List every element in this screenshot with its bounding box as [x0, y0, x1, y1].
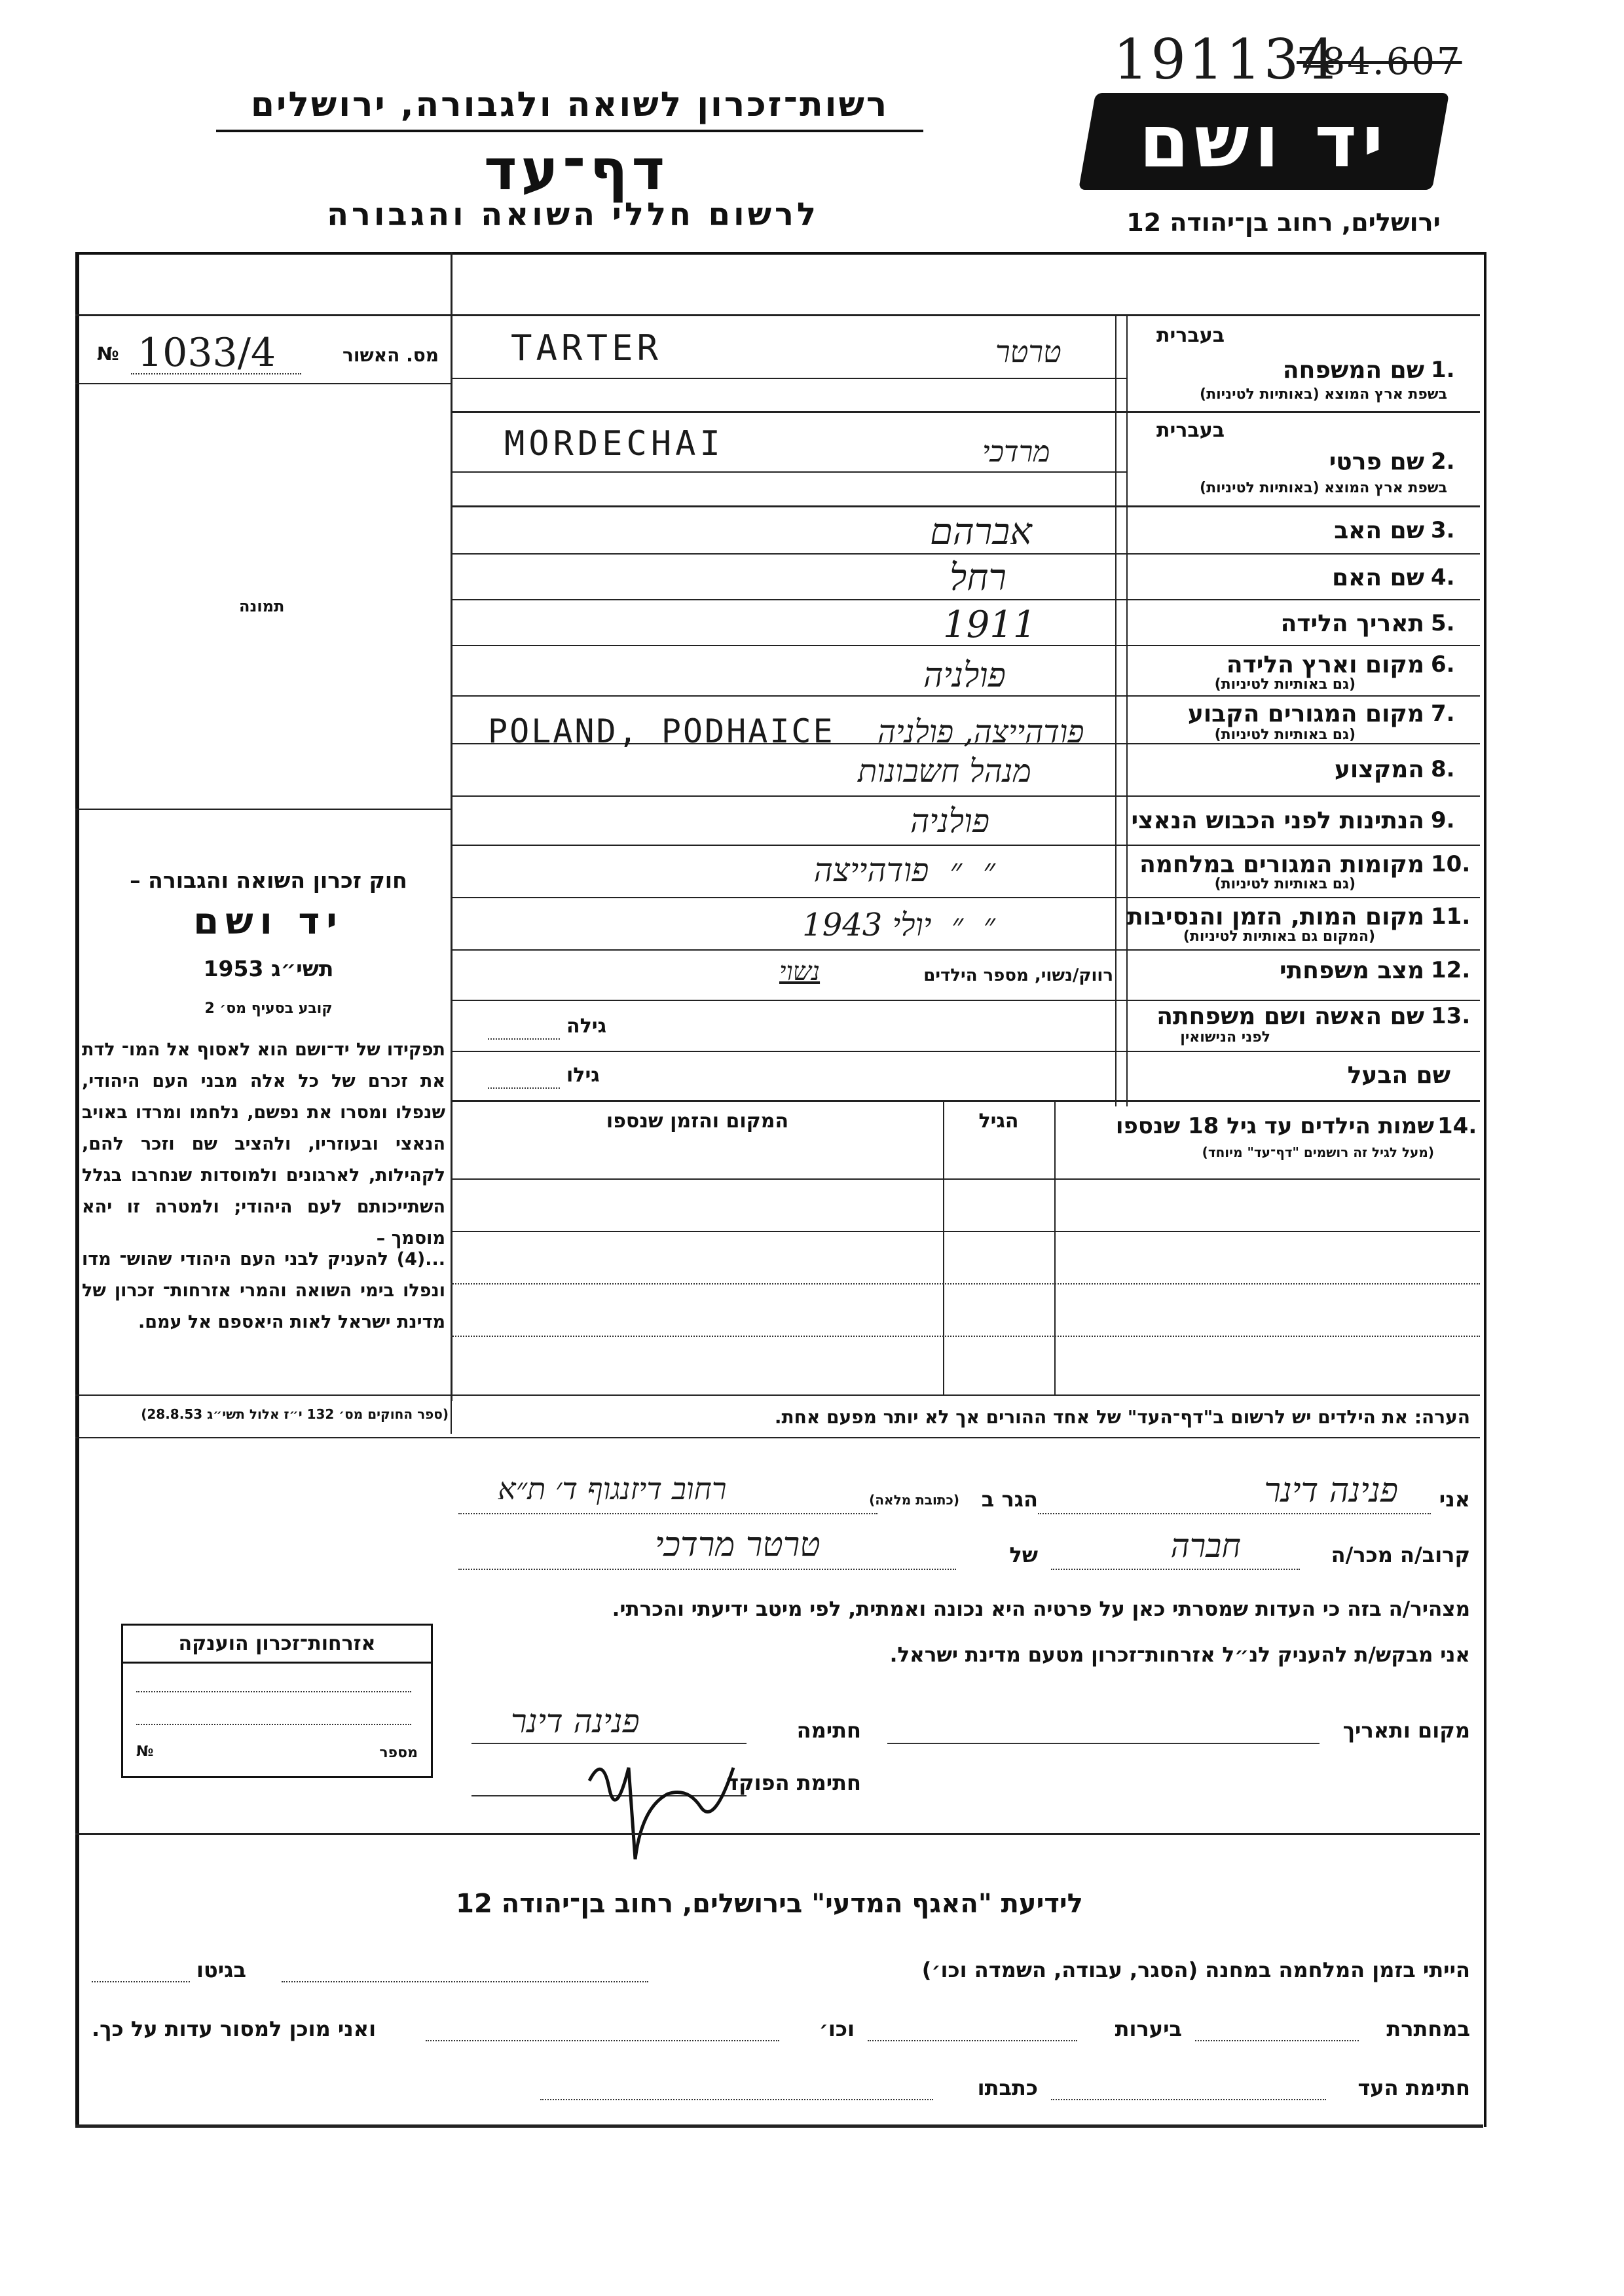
logo — [1079, 93, 1449, 190]
husband-age-label: גילו — [566, 1064, 600, 1087]
field-10-sub: (גם באותיות לטיניות) — [1214, 876, 1356, 892]
children-num: 14. — [1437, 1113, 1477, 1139]
field-3-num: 3. — [1431, 517, 1455, 543]
declaration-line-2 — [458, 1525, 1470, 1578]
archive-number-old: 784.607 — [1297, 41, 1462, 83]
field-1-top-note: בעברית — [1156, 324, 1225, 347]
bottom-title: לידיעת "האגף המדעי" בירושלים, רחוב בן־יהודה 12 — [456, 1889, 1083, 1919]
witness-address-label: כתבתו — [977, 2075, 1038, 2100]
field-7-value-latin: POLAND, PODHAICE — [488, 712, 835, 750]
field-1-value-latin: TARTER — [511, 327, 663, 369]
field-6-value: פולניה — [923, 656, 1006, 695]
testify-label: ואני מוכן למסור עדות על כך. — [92, 2016, 377, 2041]
field-7-value-hebrew: פודהייצה, פולניה — [877, 714, 1084, 750]
field-2-num: 2. — [1431, 448, 1455, 475]
field-1-value-hebrew: טרטר — [995, 334, 1061, 369]
field-12-num: 12. — [1431, 957, 1471, 983]
signature-value: פנינה דינר — [511, 1702, 640, 1740]
law-text-2: ...(4) להעניק לבני העם היהודי שהוש־ מדו ונפלו בימי השואה והמרי אזרחות־ זכרון של מדינת ישראל לאות היאספם אל עמם. — [82, 1249, 445, 1332]
field-9-num: 9. — [1431, 807, 1455, 833]
law-title: חוק זכרון השואה והגבורה – — [130, 867, 407, 893]
field-3-label: שם האב — [1334, 517, 1424, 544]
law-text-1: תפקידו של יד־ושם הוא לאסוף אל המו־ לדת את זכרם של כל אלה מבני העם היהודי, שנפלו ומסרו את נפשם, נלחמו ומרדו באויב הנאצי ובעוזריו, ולהציב שם וזכר להם, לקהילות, לארגונים ולמוסדות שנחרבו בגלל השתייכותם לעם היהודי; ולמטרה זו יהא מוסמך – — [82, 1040, 445, 1248]
camp-label: הייתי בזמן המלחמה במחנה (הסגר, עבודה, השמדה וכו׳) — [921, 1958, 1470, 1982]
certificate-value: 1033/4 — [138, 330, 276, 376]
relation-value: חברה — [1170, 1527, 1241, 1565]
bottom-witness-line — [92, 2069, 1470, 2115]
field-4-num: 4. — [1431, 564, 1455, 591]
field-9-label: הנתינות לפני הכבוש הנאצי — [1131, 807, 1424, 834]
field-6-num: 6. — [1431, 651, 1455, 678]
field-7-num: 7. — [1431, 701, 1455, 727]
field-6-sub: (גם באותיות לטיניות) — [1214, 676, 1356, 693]
decl-full-address-label: (כתובת מלאה) — [869, 1492, 959, 1508]
deceased-name: טרטר מרדכי — [655, 1525, 821, 1565]
field-10-num: 10. — [1431, 851, 1471, 877]
authority-title: רשות־זכרון לשואה ולגבורה, ירושלים — [216, 85, 923, 132]
field-2-value-hebrew: מרדכי — [982, 435, 1050, 469]
field-5-num: 5. — [1431, 610, 1455, 636]
children-note: הערה: את הילדים יש לרשום ב"דף־העד" של אחד ההורים אך לא יותר מפעם אחת. — [774, 1406, 1470, 1428]
field-4-label: שם האם — [1332, 564, 1424, 591]
field-12-label: מצב משפחתי — [1280, 957, 1424, 984]
children-col-age: הגיל — [978, 1110, 1019, 1133]
field-4-value: רחל — [950, 556, 1006, 599]
wife-age-label: גילה — [566, 1015, 606, 1038]
archive-number: 191134 — [1113, 27, 1339, 92]
decl-i-label: אני — [1439, 1487, 1470, 1512]
law-clause: קובע בסעיף מס׳ 2 — [204, 1000, 333, 1017]
bottom-underground-line — [92, 2010, 1470, 2056]
bottom-camp-line — [92, 1951, 1470, 1997]
witness-name: פנינה דינר — [1264, 1471, 1398, 1510]
forests-label: ביערות — [1115, 2016, 1182, 2041]
logo-text: יד ושם — [1139, 100, 1389, 183]
witness-address: רחוב דיזנגוף ד׳ ת״א — [498, 1471, 727, 1506]
certificate-no-prefix: № — [97, 343, 119, 365]
field-11-label: מקום המות, הזמן והנסיבות — [1127, 903, 1424, 930]
signature-label: חתימה — [796, 1718, 861, 1743]
citizenship-box — [121, 1624, 433, 1778]
decl-resides-label: הגר ב — [981, 1487, 1038, 1512]
declaration-statement-2: אני מבקש/ת להעניק לנ״ל אזרחות־זכרון מטעם מדינת ישראל. — [889, 1643, 1470, 1667]
photo-label: תמונה — [239, 597, 285, 615]
form-title: דף־עד — [483, 137, 669, 203]
witness-sig-label: חתימת העד — [1357, 2075, 1470, 2100]
field-13-label: שם האשה ושם משפחתה — [1156, 1003, 1424, 1030]
address: ירושלים, רחוב בן־יהודה 12 — [1126, 208, 1441, 237]
field-2-label: שם פרטי — [1329, 448, 1424, 475]
officer-signature-label: חתימת הפוקד — [726, 1770, 861, 1795]
field-7-label: מקום המגורים הקבוע — [1187, 701, 1424, 727]
declaration-statement-1: מצהיר/ה בזה כי העדות שמסרתי כאן על פרטיה היא נכונה ואמתית, לפי מיטב ידיעתי והכרתי. — [612, 1597, 1470, 1621]
field-6-label: מקום וארץ הלידה — [1226, 651, 1424, 678]
children-col-place: המקום והזמן שנספו — [606, 1110, 789, 1133]
field-12-printed: רווק/נשוי, מספר הילדים — [923, 966, 1113, 985]
citizenship-box-prefix: № — [136, 1743, 154, 1760]
law-year: תשי״ג 1953 — [203, 956, 334, 981]
field-3-value: אברהם — [930, 511, 1032, 553]
citizenship-box-number: מספר — [379, 1745, 418, 1761]
field-12-value: נשוי — [779, 957, 821, 987]
field-2-sub: בשפת ארץ המוצא (באותיות לטיניות) — [1200, 480, 1447, 496]
field-1-sub: בשפת ארץ המוצא (באותיות לטיניות) — [1200, 386, 1447, 403]
children-sub: (מעל לגיל זה רושמים "דף־עד" מיוחד) — [1202, 1144, 1434, 1160]
field-8-label: המקצוע — [1334, 756, 1424, 783]
place-date-label: מקום ותאריך — [1342, 1718, 1470, 1743]
field-7-sub: (גם באותיות לטיניות) — [1214, 727, 1356, 743]
children-label: שמות הילדים עד גיל 18 שנספו — [1115, 1113, 1434, 1139]
field-husband-label: שם הבעל — [1347, 1062, 1450, 1089]
citizenship-box-title: אזרחות־זכרון הוענקה — [123, 1626, 431, 1664]
declaration-line-1 — [458, 1471, 1470, 1522]
etc-label: וכו׳ — [819, 2016, 855, 2041]
field-13-sub: לפני הנישואין — [1180, 1029, 1270, 1046]
field-11-value: ״ ״ יולי 1943 — [802, 907, 995, 943]
field-1-label: שם המשפחה — [1282, 357, 1424, 384]
field-5-value: 1911 — [943, 604, 1037, 646]
law-name: יד ושם — [193, 900, 344, 943]
form-subtitle: לרשום חללי השואה והגבורה — [327, 196, 819, 233]
field-11-sub: (המקום גם באותיות לטיניות) — [1183, 928, 1375, 945]
decl-relative-label: קרוב/ה מכר/ה — [1331, 1542, 1470, 1567]
field-13-num: 13. — [1431, 1003, 1471, 1029]
officer-signature-scribble — [563, 1728, 760, 1879]
decl-of-label: של — [1009, 1542, 1038, 1567]
underground-label: במחתרת — [1386, 2016, 1470, 2041]
certificate-number — [92, 330, 439, 376]
field-8-num: 8. — [1431, 756, 1455, 782]
field-8-value: מנהל חשבונות — [858, 753, 1031, 790]
field-11-num: 11. — [1431, 903, 1471, 930]
field-2-top-note: בעברית — [1156, 419, 1225, 442]
field-1-num: 1. — [1431, 357, 1455, 383]
certificate-label: מס. האשור — [342, 344, 439, 366]
law-reference: (ספר החוקים מס׳ 132 י״ז אלול תשי״ג 28.8.53) — [141, 1406, 449, 1422]
field-5-label: תאריך הלידה — [1280, 610, 1424, 637]
field-9-value: פולניה — [910, 802, 990, 840]
field-2-value-latin: MORDECHAI — [504, 424, 724, 464]
ghetto-label: בגיטו — [196, 1958, 246, 1982]
field-10-value: ״ ״ פודהייצה — [813, 851, 995, 889]
field-10-label: מקומות המגורים במלחמה — [1139, 851, 1424, 878]
